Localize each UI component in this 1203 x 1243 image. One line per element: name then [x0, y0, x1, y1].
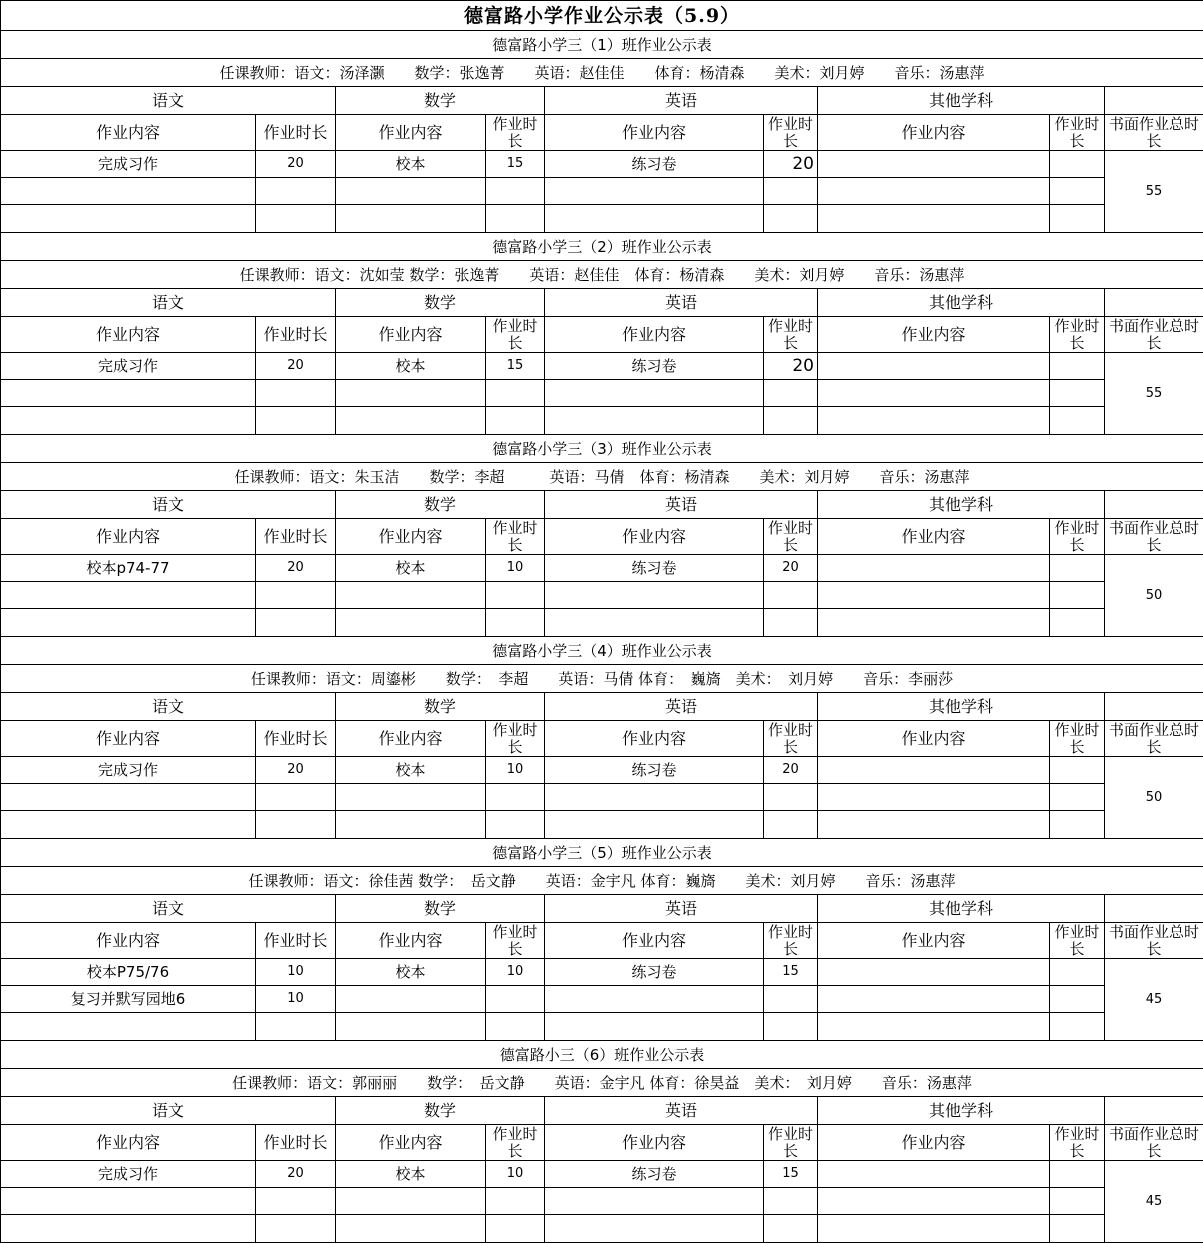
class-title-row [1, 1041, 1203, 1069]
teachers-line: 任课教师：语文：周鎏彬 数学： 李超 英语：马倩 体育： 巍旖 美术： 刘月婷 音乐：李丽莎 [1, 665, 1203, 693]
shuxue-duration-cell [486, 205, 545, 233]
col-content: 作业内容 [545, 519, 764, 555]
shuxue-content-cell [336, 178, 486, 205]
col-content: 作业内容 [336, 317, 486, 353]
col-duration: 作业时长 [486, 923, 545, 959]
subject-yuwen: 语文 [1, 289, 336, 317]
col-content: 作业内容 [818, 519, 1050, 555]
other-duration-cell [1050, 757, 1105, 784]
subject-other: 其他学科 [818, 87, 1105, 115]
shuxue-content-cell: 校本 [336, 959, 486, 986]
yuwen-content-cell [1, 811, 256, 839]
shuxue-content-cell [336, 811, 486, 839]
yuwen-content-cell [1, 784, 256, 811]
teachers-line: 任课教师：语文：朱玉洁 数学：李超 英语：马倩 体育：杨清森 美术：刘月婷 音乐：汤惠萍 [1, 463, 1203, 491]
col-content: 作业内容 [1, 519, 256, 555]
total-duration: 50 [1105, 555, 1203, 637]
subject-other: 其他学科 [818, 895, 1105, 923]
other-duration-cell [1050, 959, 1105, 986]
shuxue-duration-cell [486, 582, 545, 609]
other-content-cell [818, 784, 1050, 811]
data-row [1, 1215, 1203, 1243]
col-content: 作业内容 [1, 721, 256, 757]
total-duration: 50 [1105, 757, 1203, 839]
col-duration: 作业时长 [486, 115, 545, 151]
yingyu-content-cell: 练习卷 [545, 757, 764, 784]
data-row [1, 757, 1203, 784]
col-content: 作业内容 [818, 721, 1050, 757]
data-row [1, 407, 1203, 435]
yingyu-duration-cell [764, 1013, 818, 1041]
shuxue-duration-cell [486, 609, 545, 637]
data-row [1, 959, 1203, 986]
shuxue-duration-cell: 15 [486, 151, 545, 178]
data-row [1, 582, 1203, 609]
subject-yuwen: 语文 [1, 491, 336, 519]
header-blank [1105, 895, 1203, 923]
shuxue-content-cell: 校本 [336, 555, 486, 582]
yingyu-content-cell [545, 609, 764, 637]
col-content: 作业内容 [1, 115, 256, 151]
shuxue-content-cell [336, 609, 486, 637]
yingyu-duration-cell: 15 [764, 1161, 818, 1188]
col-total-label: 书面作业总时长 [1105, 317, 1203, 353]
yingyu-duration-cell [764, 784, 818, 811]
yuwen-content-cell: 完成习作 [1, 1161, 256, 1188]
header-blank [1105, 87, 1203, 115]
other-content-cell [818, 1188, 1050, 1215]
col-content: 作业内容 [545, 1125, 764, 1161]
shuxue-content-cell: 校本 [336, 1161, 486, 1188]
yuwen-content-cell [1, 205, 256, 233]
yingyu-content-cell [545, 1013, 764, 1041]
other-content-cell [818, 151, 1050, 178]
shuxue-content-cell [336, 1188, 486, 1215]
other-duration-cell [1050, 353, 1105, 380]
yingyu-duration-cell: 20 [764, 353, 818, 380]
subject-yingyu: 英语 [545, 895, 818, 923]
shuxue-duration-cell [486, 811, 545, 839]
column-header-row [1, 721, 1203, 757]
yingyu-content-cell [545, 1215, 764, 1243]
col-content: 作业内容 [1, 923, 256, 959]
subject-yingyu: 英语 [545, 87, 818, 115]
col-total-label: 书面作业总时长 [1105, 721, 1203, 757]
subject-yuwen: 语文 [1, 895, 336, 923]
title-row [1, 1, 1203, 31]
col-duration: 作业时长 [486, 317, 545, 353]
yingyu-duration-cell [764, 986, 818, 1013]
other-content-cell [818, 959, 1050, 986]
yingyu-content-cell [545, 380, 764, 407]
yingyu-duration-cell [764, 178, 818, 205]
other-duration-cell [1050, 555, 1105, 582]
data-row [1, 1161, 1203, 1188]
teachers-row [1, 463, 1203, 491]
shuxue-content-cell [336, 407, 486, 435]
teachers-line: 任课教师：语文：沈如莹 数学：张逸菁 英语：赵佳佳 体育：杨清森 美术：刘月婷 音乐：汤惠萍 [1, 261, 1203, 289]
class-title-row [1, 435, 1203, 463]
shuxue-duration-cell [486, 784, 545, 811]
yuwen-duration-cell [256, 380, 336, 407]
column-header-row [1, 923, 1203, 959]
shuxue-content-cell [336, 380, 486, 407]
page-title: 德富路小学作业公示表（5.9） [1, 1, 1203, 31]
shuxue-duration-cell: 10 [486, 757, 545, 784]
subject-other: 其他学科 [818, 1097, 1105, 1125]
col-duration: 作业时长 [1050, 923, 1105, 959]
yingyu-duration-cell [764, 380, 818, 407]
yuwen-content-cell [1, 609, 256, 637]
other-content-cell [818, 1161, 1050, 1188]
shuxue-content-cell [336, 784, 486, 811]
class-title: 德富路小学三（2）班作业公示表 [1, 233, 1203, 261]
yingyu-content-cell [545, 784, 764, 811]
col-content: 作业内容 [818, 317, 1050, 353]
data-row [1, 178, 1203, 205]
other-content-cell [818, 407, 1050, 435]
yuwen-duration-cell [256, 582, 336, 609]
yuwen-duration-cell [256, 784, 336, 811]
other-duration-cell [1050, 1161, 1105, 1188]
subject-shuxue: 数学 [336, 693, 545, 721]
other-duration-cell [1050, 1188, 1105, 1215]
yingyu-content-cell [545, 582, 764, 609]
col-content: 作业内容 [818, 115, 1050, 151]
yingyu-duration-cell: 20 [764, 757, 818, 784]
yuwen-content-cell [1, 1013, 256, 1041]
data-row [1, 1013, 1203, 1041]
subject-other: 其他学科 [818, 693, 1105, 721]
subject-other: 其他学科 [818, 491, 1105, 519]
header-blank [1105, 491, 1203, 519]
data-row [1, 151, 1203, 178]
class-title-row [1, 233, 1203, 261]
column-header-row [1, 317, 1203, 353]
shuxue-duration-cell: 10 [486, 959, 545, 986]
subject-header-row [1, 693, 1203, 721]
subject-shuxue: 数学 [336, 491, 545, 519]
yuwen-duration-cell [256, 1215, 336, 1243]
yingyu-duration-cell [764, 609, 818, 637]
class-title: 德富路小学三（4）班作业公示表 [1, 637, 1203, 665]
col-duration: 作业时长 [764, 115, 818, 151]
other-content-cell [818, 1215, 1050, 1243]
col-duration: 作业时长 [486, 519, 545, 555]
col-duration: 作业时长 [486, 721, 545, 757]
yingyu-duration-cell: 20 [764, 555, 818, 582]
yuwen-content-cell: 校本P75/76 [1, 959, 256, 986]
other-duration-cell [1050, 1013, 1105, 1041]
col-duration: 作业时长 [764, 923, 818, 959]
yingyu-content-cell: 练习卷 [545, 151, 764, 178]
teachers-line: 任课教师：语文：徐佳茜 数学： 岳文静 英语：金宇凡 体育：巍旖 美术：刘月婷 音乐：汤惠萍 [1, 867, 1203, 895]
col-duration: 作业时长 [1050, 721, 1105, 757]
col-duration: 作业时长 [1050, 115, 1105, 151]
col-content: 作业内容 [336, 519, 486, 555]
teachers-row [1, 59, 1203, 87]
other-content-cell [818, 986, 1050, 1013]
col-duration: 作业时长 [256, 1125, 336, 1161]
col-total-label: 书面作业总时长 [1105, 923, 1203, 959]
col-duration: 作业时长 [764, 1125, 818, 1161]
shuxue-content-cell [336, 986, 486, 1013]
data-row [1, 205, 1203, 233]
other-content-cell [818, 609, 1050, 637]
class-title: 德富路小三（6）班作业公示表 [1, 1041, 1203, 1069]
data-row [1, 784, 1203, 811]
yingyu-duration-cell [764, 1188, 818, 1215]
yingyu-content-cell [545, 1188, 764, 1215]
yuwen-content-cell: 完成习作 [1, 151, 256, 178]
total-duration: 45 [1105, 1161, 1203, 1243]
yuwen-duration-cell [256, 811, 336, 839]
other-duration-cell [1050, 582, 1105, 609]
other-duration-cell [1050, 811, 1105, 839]
col-content: 作业内容 [545, 721, 764, 757]
column-header-row [1, 115, 1203, 151]
class-title-row [1, 637, 1203, 665]
other-content-cell [818, 811, 1050, 839]
column-header-row [1, 519, 1203, 555]
yuwen-duration-cell [256, 407, 336, 435]
col-content: 作业内容 [336, 1125, 486, 1161]
yingyu-duration-cell [764, 407, 818, 435]
subject-header-row [1, 1097, 1203, 1125]
subject-header-row [1, 491, 1203, 519]
subject-yingyu: 英语 [545, 1097, 818, 1125]
shuxue-duration-cell [486, 1188, 545, 1215]
subject-shuxue: 数学 [336, 87, 545, 115]
yuwen-content-cell [1, 178, 256, 205]
other-content-cell [818, 582, 1050, 609]
col-duration: 作业时长 [1050, 519, 1105, 555]
yuwen-duration-cell: 10 [256, 986, 336, 1013]
yuwen-duration-cell: 20 [256, 353, 336, 380]
total-duration: 45 [1105, 959, 1203, 1041]
other-content-cell [818, 178, 1050, 205]
yingyu-content-cell [545, 986, 764, 1013]
shuxue-duration-cell [486, 986, 545, 1013]
yingyu-duration-cell [764, 205, 818, 233]
yuwen-duration-cell [256, 178, 336, 205]
shuxue-duration-cell [486, 407, 545, 435]
yuwen-duration-cell: 20 [256, 757, 336, 784]
yingyu-content-cell: 练习卷 [545, 555, 764, 582]
yuwen-duration-cell: 20 [256, 1161, 336, 1188]
col-total-label: 书面作业总时长 [1105, 519, 1203, 555]
yuwen-duration-cell [256, 205, 336, 233]
col-duration: 作业时长 [256, 721, 336, 757]
yuwen-content-cell [1, 1215, 256, 1243]
subject-yuwen: 语文 [1, 1097, 336, 1125]
other-content-cell [818, 353, 1050, 380]
shuxue-duration-cell [486, 178, 545, 205]
other-content-cell [818, 205, 1050, 233]
yingyu-duration-cell [764, 811, 818, 839]
col-content: 作业内容 [818, 923, 1050, 959]
other-duration-cell [1050, 784, 1105, 811]
col-duration: 作业时长 [256, 115, 336, 151]
data-row [1, 1188, 1203, 1215]
col-duration: 作业时长 [486, 1125, 545, 1161]
column-header-row [1, 1125, 1203, 1161]
col-content: 作业内容 [336, 721, 486, 757]
yuwen-duration-cell [256, 1013, 336, 1041]
other-duration-cell [1050, 407, 1105, 435]
yuwen-content-cell [1, 380, 256, 407]
shuxue-content-cell [336, 582, 486, 609]
other-content-cell [818, 380, 1050, 407]
col-duration: 作业时长 [1050, 317, 1105, 353]
teachers-row [1, 1069, 1203, 1097]
col-duration: 作业时长 [764, 519, 818, 555]
shuxue-content-cell [336, 1215, 486, 1243]
yingyu-duration-cell: 15 [764, 959, 818, 986]
col-content: 作业内容 [336, 115, 486, 151]
shuxue-duration-cell: 10 [486, 1161, 545, 1188]
teachers-line: 任课教师：语文：郭丽丽 数学： 岳文静 英语：金宇凡 体育：徐昊益 美术： 刘月婷 音乐：汤惠萍 [1, 1069, 1203, 1097]
teachers-row [1, 665, 1203, 693]
class-title-row [1, 839, 1203, 867]
col-content: 作业内容 [336, 923, 486, 959]
col-content: 作业内容 [1, 317, 256, 353]
other-duration-cell [1050, 986, 1105, 1013]
subject-shuxue: 数学 [336, 895, 545, 923]
other-duration-cell [1050, 178, 1105, 205]
col-content: 作业内容 [545, 115, 764, 151]
yingyu-duration-cell [764, 582, 818, 609]
yingyu-content-cell: 练习卷 [545, 1161, 764, 1188]
shuxue-duration-cell [486, 380, 545, 407]
other-content-cell [818, 555, 1050, 582]
other-content-cell [818, 757, 1050, 784]
yingyu-content-cell: 练习卷 [545, 353, 764, 380]
data-row [1, 555, 1203, 582]
col-content: 作业内容 [545, 923, 764, 959]
shuxue-duration-cell [486, 1215, 545, 1243]
other-content-cell [818, 1013, 1050, 1041]
subject-yuwen: 语文 [1, 87, 336, 115]
class-title: 德富路小学三（3）班作业公示表 [1, 435, 1203, 463]
subject-header-row [1, 87, 1203, 115]
teachers-line: 任课教师：语文：汤泽灏 数学：张逸菁 英语：赵佳佳 体育：杨清森 美术：刘月婷 音乐：汤惠萍 [1, 59, 1203, 87]
data-row [1, 609, 1203, 637]
yuwen-content-cell: 完成习作 [1, 353, 256, 380]
data-row [1, 986, 1203, 1013]
col-total-label: 书面作业总时长 [1105, 1125, 1203, 1161]
shuxue-content-cell: 校本 [336, 151, 486, 178]
yuwen-duration-cell [256, 1188, 336, 1215]
other-duration-cell [1050, 1215, 1105, 1243]
subject-yingyu: 英语 [545, 289, 818, 317]
col-duration: 作业时长 [256, 317, 336, 353]
yuwen-content-cell [1, 1188, 256, 1215]
subject-header-row [1, 895, 1203, 923]
class-title-row [1, 31, 1203, 59]
header-blank [1105, 1097, 1203, 1125]
other-duration-cell [1050, 205, 1105, 233]
class-title: 德富路小学三（5）班作业公示表 [1, 839, 1203, 867]
shuxue-content-cell: 校本 [336, 353, 486, 380]
shuxue-duration-cell: 10 [486, 555, 545, 582]
data-row [1, 811, 1203, 839]
yingyu-content-cell: 练习卷 [545, 959, 764, 986]
subject-shuxue: 数学 [336, 1097, 545, 1125]
shuxue-content-cell [336, 205, 486, 233]
col-content: 作业内容 [545, 317, 764, 353]
yuwen-duration-cell: 20 [256, 151, 336, 178]
yingyu-content-cell [545, 811, 764, 839]
teachers-row [1, 867, 1203, 895]
shuxue-duration-cell [486, 1013, 545, 1041]
shuxue-content-cell: 校本 [336, 757, 486, 784]
yuwen-content-cell: 完成习作 [1, 757, 256, 784]
yingyu-content-cell [545, 178, 764, 205]
other-duration-cell [1050, 609, 1105, 637]
col-duration: 作业时长 [256, 519, 336, 555]
total-duration: 55 [1105, 353, 1203, 435]
yuwen-content-cell [1, 582, 256, 609]
shuxue-duration-cell: 15 [486, 353, 545, 380]
col-duration: 作业时长 [764, 721, 818, 757]
class-title: 德富路小学三（1）班作业公示表 [1, 31, 1203, 59]
subject-other: 其他学科 [818, 289, 1105, 317]
yuwen-content-cell: 校本p74-77 [1, 555, 256, 582]
data-row [1, 353, 1203, 380]
yingyu-content-cell [545, 205, 764, 233]
col-total-label: 书面作业总时长 [1105, 115, 1203, 151]
yuwen-duration-cell [256, 609, 336, 637]
col-content: 作业内容 [818, 1125, 1050, 1161]
yuwen-duration-cell: 10 [256, 959, 336, 986]
yuwen-duration-cell: 20 [256, 555, 336, 582]
teachers-row [1, 261, 1203, 289]
other-duration-cell [1050, 380, 1105, 407]
yuwen-content-cell: 复习并默写园地6 [1, 986, 256, 1013]
col-content: 作业内容 [1, 1125, 256, 1161]
data-row [1, 380, 1203, 407]
subject-yuwen: 语文 [1, 693, 336, 721]
header-blank [1105, 693, 1203, 721]
col-duration: 作业时长 [256, 923, 336, 959]
col-duration: 作业时长 [1050, 1125, 1105, 1161]
shuxue-content-cell [336, 1013, 486, 1041]
yingyu-duration-cell [764, 1215, 818, 1243]
subject-yingyu: 英语 [545, 693, 818, 721]
col-duration: 作业时长 [764, 317, 818, 353]
subject-header-row [1, 289, 1203, 317]
other-duration-cell [1050, 151, 1105, 178]
yuwen-content-cell [1, 407, 256, 435]
total-duration: 55 [1105, 151, 1203, 233]
header-blank [1105, 289, 1203, 317]
subject-shuxue: 数学 [336, 289, 545, 317]
yingyu-duration-cell: 20 [764, 151, 818, 178]
yingyu-content-cell [545, 407, 764, 435]
subject-yingyu: 英语 [545, 491, 818, 519]
